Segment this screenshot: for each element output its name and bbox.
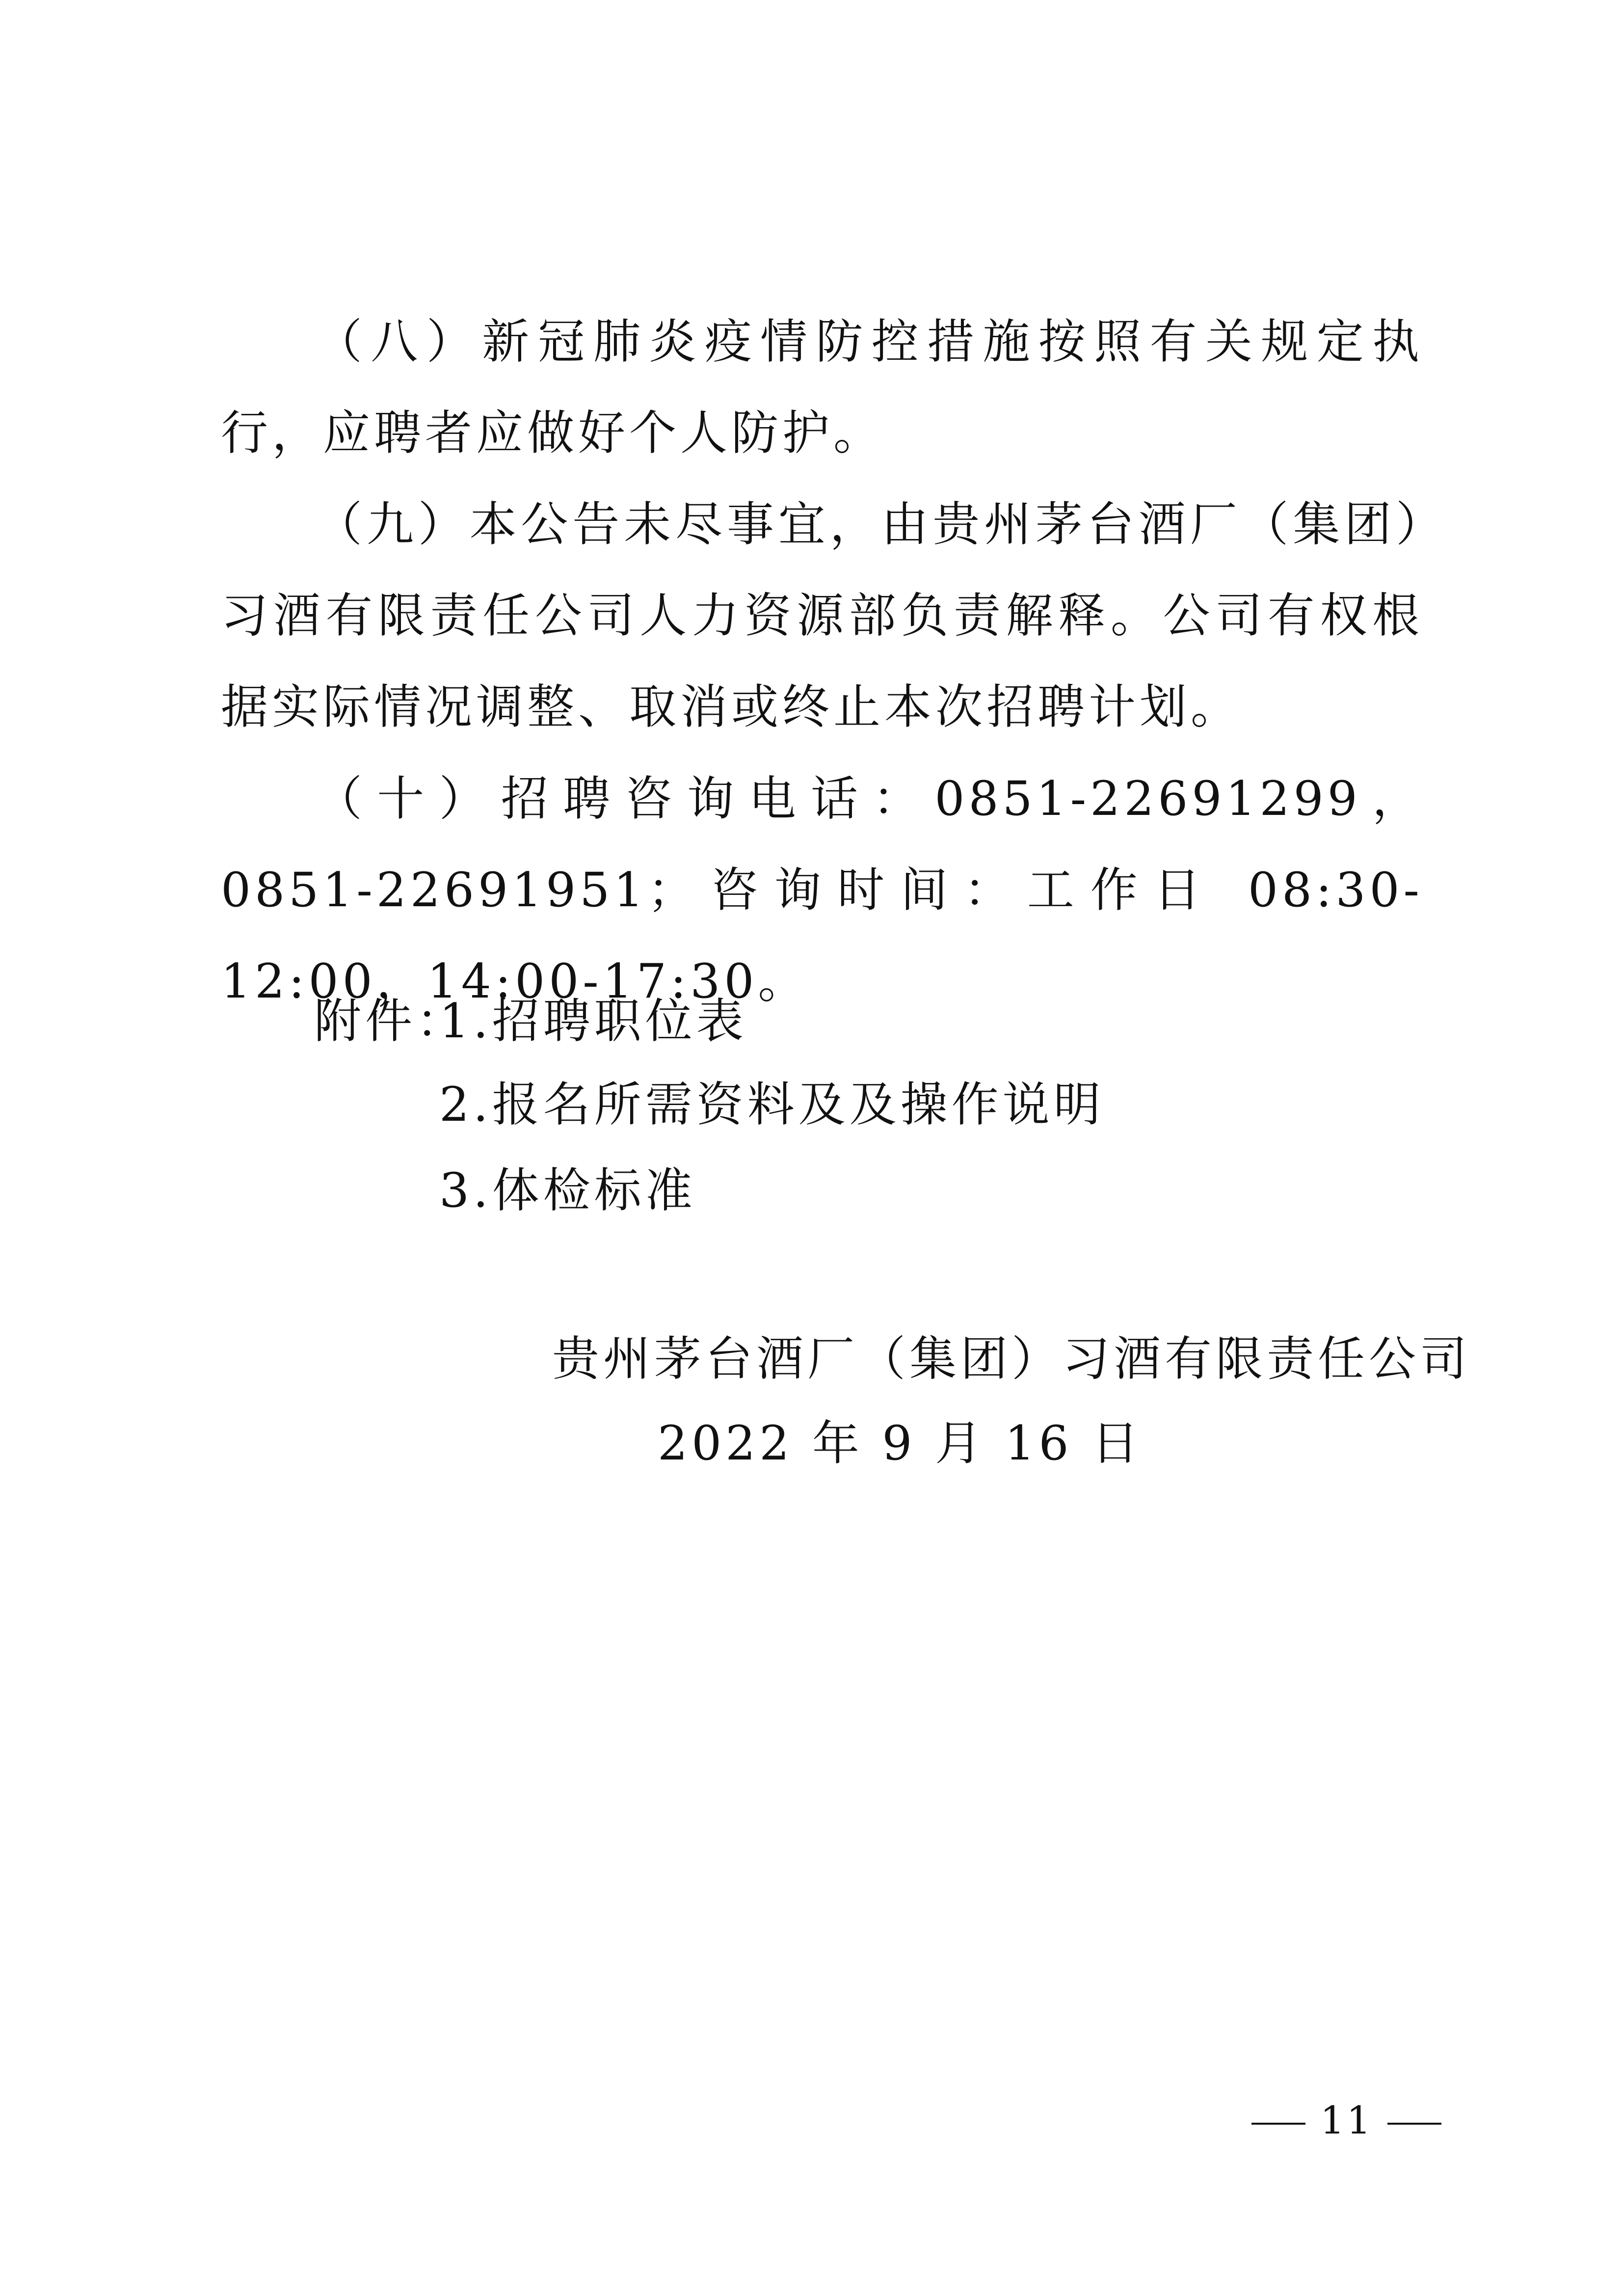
attachments-label: 附件： bbox=[314, 994, 467, 1049]
paragraph-item-10: （十）招聘咨询电话：0851-22691299，0851-22691951；咨询时间：工作日 08:30-12:00，14:00-17:30。 bbox=[221, 771, 1423, 1009]
attachment-item-3: 3.体检标准 bbox=[439, 1163, 696, 1218]
paragraph-item-9: （九）本公告未尽事宜，由贵州茅台酒厂（集团）习酒有限责任公司人力资源部负责解释。公司有权根据实际情况调整、取消或终止本次招聘计划。 bbox=[221, 497, 1423, 734]
page-number-right-dash bbox=[1387, 2123, 1441, 2125]
attachment-item-1: 1.招聘职位表 bbox=[439, 994, 747, 1049]
page-number-footer bbox=[1237, 2096, 1456, 2145]
page-number-left-dash bbox=[1251, 2123, 1305, 2125]
signature-date: 2022 年 9 月 16 日 bbox=[658, 1416, 1143, 1471]
paragraph-item-8: （八）新冠肺炎疫情防控措施按照有关规定执行，应聘者应做好个人防护。 bbox=[221, 314, 1423, 460]
attachment-item-2: 2.报名所需资料及及操作说明 bbox=[439, 1077, 1105, 1132]
page-number: 11 bbox=[1320, 2099, 1373, 2143]
signature-company: 贵州茅台酒厂（集团）习酒有限责任公司 bbox=[552, 1331, 1471, 1386]
